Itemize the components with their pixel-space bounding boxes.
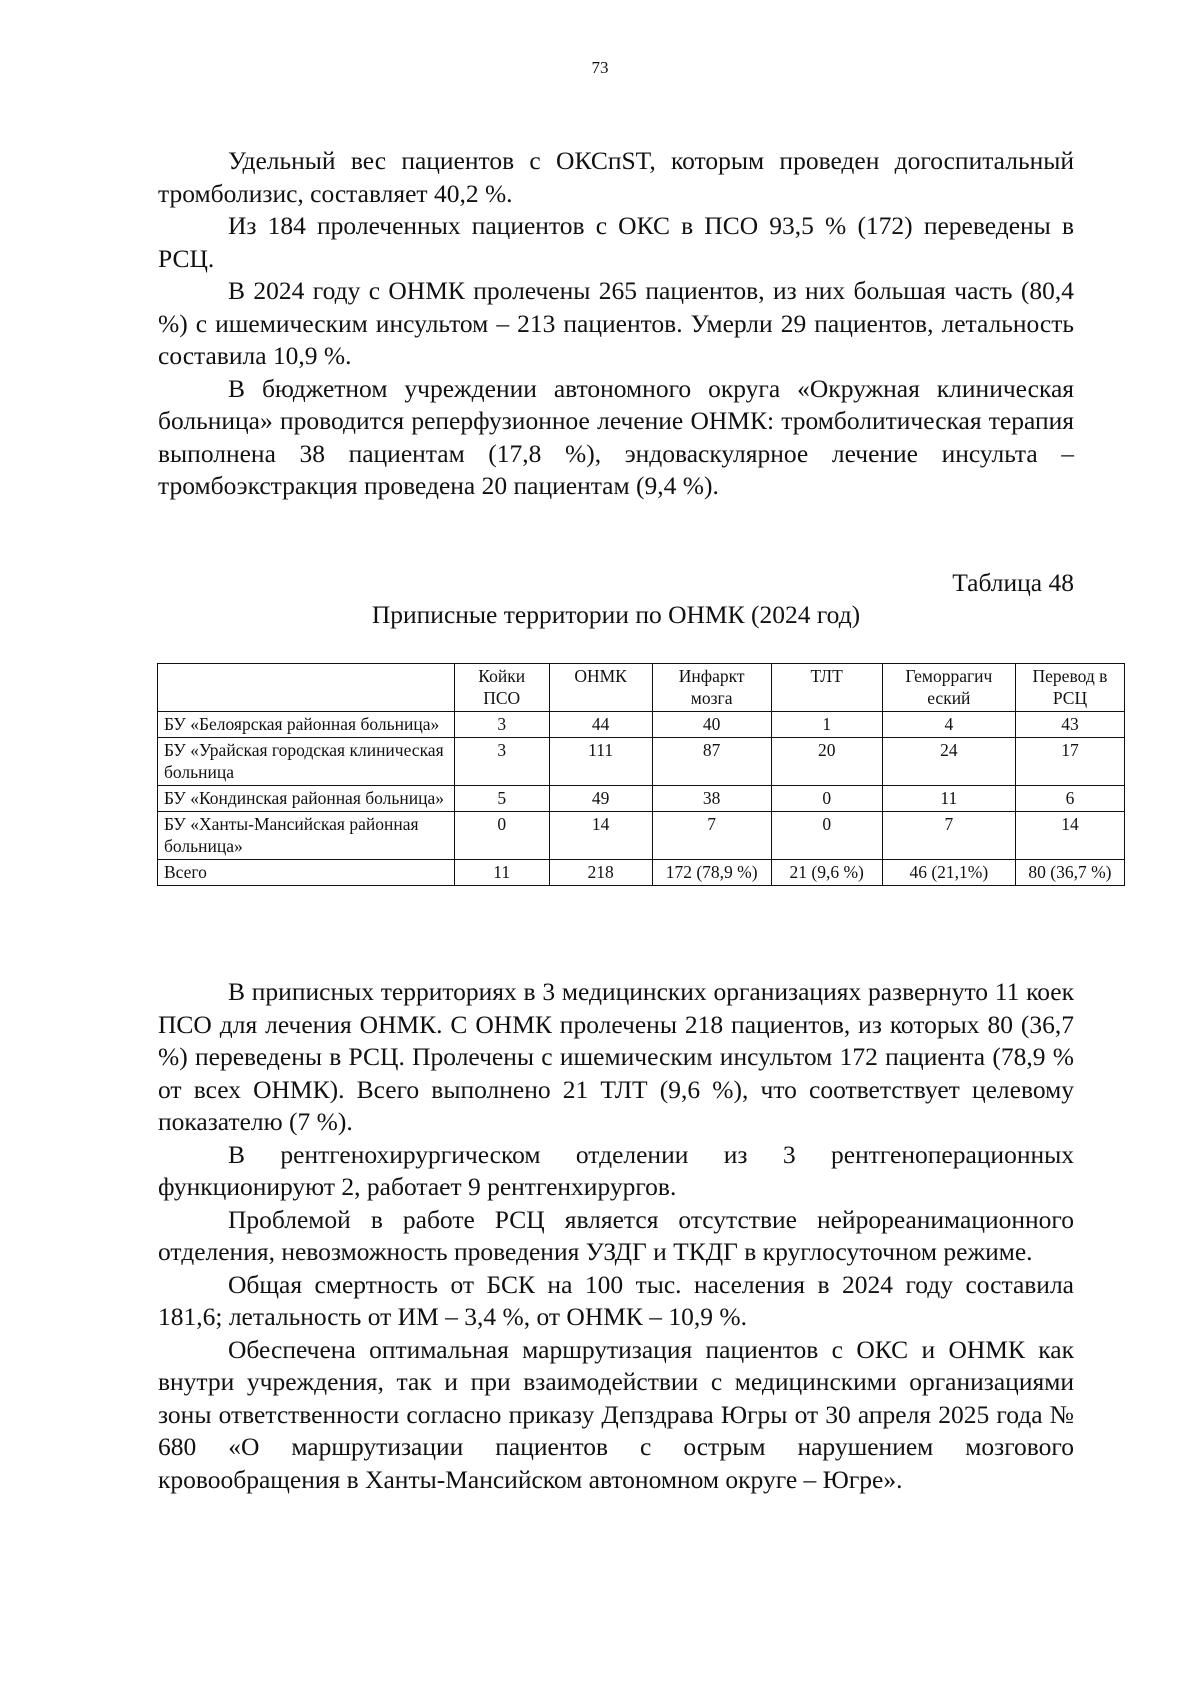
table-cell: 20	[771, 738, 882, 786]
table-cell: 172 (78,9 %)	[652, 860, 771, 886]
table-cell: 0	[771, 786, 882, 812]
paragraph: В рентгенохирургическом отделении из 3 рентгеноперационных функционируют 2, работает 9 рентгенхирургов.	[158, 1139, 1074, 1201]
table-cell: 40	[652, 712, 771, 738]
table-row	[158, 712, 1125, 738]
paragraph: В приписных территориях в 3 медицинских организациях развернуто 11 коек ПСО для лечения ОНМК. С ОНМК пролечены 218 пациентов, из которых 80 (36,7 %) переведены в РСЦ. Пролечены с ишемическим инсультом 172 пациента (78,9 % от всех ОНМК). Всего выполнено 21 ТЛТ (9,6 %), что соответствует целевому показателю (7 %).	[158, 977, 1074, 1136]
table-cell: 17	[1015, 738, 1124, 786]
table-cell: 38	[652, 786, 771, 812]
column-header: Геморрагич еский	[882, 664, 1015, 712]
table-row	[158, 786, 1125, 812]
page-number: 73	[591, 58, 609, 77]
table-cell: 4	[882, 712, 1015, 738]
table-cell: Всего	[158, 860, 455, 886]
column-header: Перевод в РСЦ	[1015, 664, 1124, 712]
table-cell: 11	[882, 786, 1015, 812]
table-row	[158, 738, 1125, 786]
table-cell: 3	[454, 738, 549, 786]
column-header: Койки ПСО	[454, 664, 549, 712]
data-table	[157, 663, 1125, 886]
table-cell: БУ «Кондинская районная больница»	[158, 786, 455, 812]
table-cell: 6	[1015, 786, 1124, 812]
column-header: ОНМК	[549, 664, 652, 712]
table-row	[158, 812, 1125, 860]
table-cell: 46 (21,1%)	[882, 860, 1015, 886]
paragraph: В 2024 году с ОНМК пролечены 265 пациентов, из них большая часть (80,4 %) с ишемическим инсультом – 213 пациентов. Умерли 29 пациентов, летальность составила 10,9 %.	[158, 276, 1074, 370]
paragraph: Из 184 пролеченных пациентов с ОКС в ПСО 93,5 % (172) переведены в РСЦ.	[158, 211, 1074, 273]
table-cell: БУ «Урайская городская клиническая больница	[158, 738, 455, 786]
table-cell: 24	[882, 738, 1015, 786]
table-cell: 0	[454, 812, 549, 860]
table-header-row	[158, 664, 1125, 712]
table-total-row	[158, 860, 1125, 886]
table-cell: 11	[454, 860, 549, 886]
table-cell: БУ «Белоярская районная больница»	[158, 712, 455, 738]
column-header	[158, 664, 455, 712]
table-cell: 21 (9,6 %)	[771, 860, 882, 886]
table-cell: 218	[549, 860, 652, 886]
table-cell: 14	[1015, 812, 1124, 860]
paragraph: Проблемой в работе РСЦ является отсутствие нейрореанимационного отделения, невозможность проведения УЗДГ и ТКДГ в круглосуточном режиме.	[158, 1204, 1074, 1266]
table-cell: 5	[454, 786, 549, 812]
table-cell: 44	[549, 712, 652, 738]
body-text-bottom	[158, 976, 1074, 1496]
column-header: ТЛТ	[771, 664, 882, 712]
table-cell: 7	[652, 812, 771, 860]
table-cell: 111	[549, 738, 652, 786]
table-cell: 14	[549, 812, 652, 860]
table-label: Таблица 48	[952, 568, 1074, 597]
table-cell: 0	[771, 812, 882, 860]
paragraph: В бюджетном учреждении автономного округа «Окружная клиническая больница» проводится реперфузионное лечение ОНМК: тромболитическая терапия выполнена 38 пациентам (17,8 %), эндоваскулярное лечение инсульта – тромбоэкстракция проведена 20 пациентам (9,4 %).	[158, 373, 1074, 500]
table-cell: БУ «Ханты-Мансийская районная больница»	[158, 812, 455, 860]
table-cell: 80 (36,7 %)	[1015, 860, 1124, 886]
body-text-top	[158, 145, 1074, 503]
column-header: Инфаркт мозга	[652, 664, 771, 712]
table-cell: 1	[771, 712, 882, 738]
table-title: Приписные территории по ОНМК (2024 год)	[371, 600, 861, 629]
table-cell: 7	[882, 812, 1015, 860]
table-cell: 3	[454, 712, 549, 738]
paragraph: Общая смертность от БСК на 100 тыс. населения в 2024 году составила 181,6; летальность от ИМ – 3,4 %, от ОНМК – 10,9 %.	[158, 1269, 1074, 1331]
table-cell: 43	[1015, 712, 1124, 738]
table-cell: 87	[652, 738, 771, 786]
table-cell: 49	[549, 786, 652, 812]
paragraph: Удельный вес пациентов с ОКСпST, которым проведен догоспитальный тромболизис, составляет 40,2 %.	[158, 146, 1074, 208]
paragraph: Обеспечена оптимальная маршрутизация пациентов с ОКС и ОНМК как внутри учреждения, так и при взаимодействии с медицинскими организациями зоны ответственности согласно приказу Депздрава Югры от 30 апреля 2025 года № 680 «О маршрутизации пациентов с острым нарушением мозгового кровообращения в Ханты-Мансийском автономном округе – Югре».	[158, 1334, 1074, 1494]
